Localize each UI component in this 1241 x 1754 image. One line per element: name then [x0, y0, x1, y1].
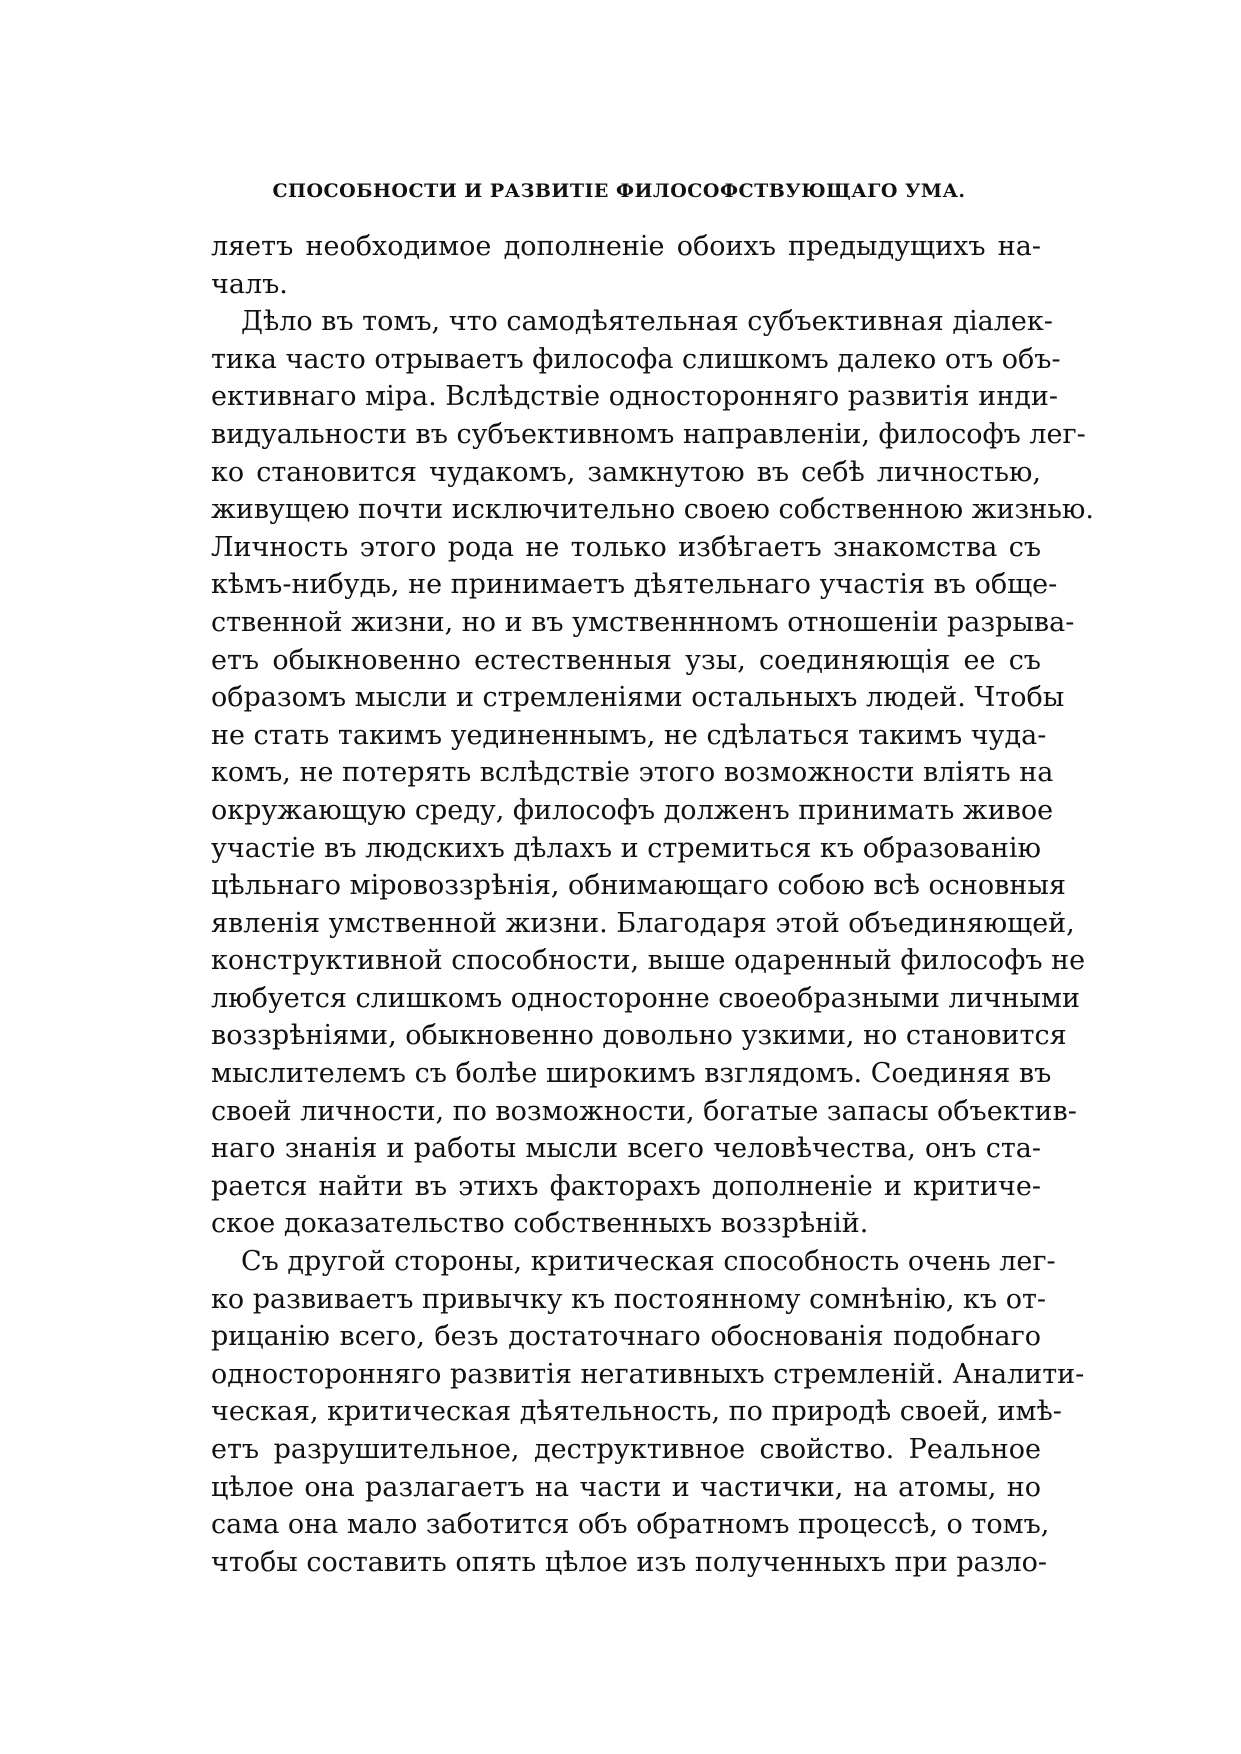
- text-line: ляетъ необходимое дополненіе обоихъ предыдущихъ на-: [211, 231, 1041, 262]
- text-line: своей личности, по возможности, богатые запасы объектив-: [211, 1095, 1077, 1127]
- text-line: сама она мало заботится объ обратномъ процессѣ, о томъ,: [211, 1509, 1050, 1541]
- text-line: рается найти въ этихъ факторахъ дополненіе и критиче-: [211, 1170, 1041, 1202]
- text-line: образомъ мысли и стремленіями остальныхъ людей. Чтобы: [211, 682, 1065, 714]
- text-line: Личность этого рода не только избѣгаетъ знакомства съ: [211, 531, 1041, 563]
- text-line: ческая, критическая дѣятельность, по природѣ своей, имѣ-: [211, 1396, 1062, 1428]
- text-line: ективнаго міра. Вслѣдствіе односторонняго развитія инди-: [211, 381, 1058, 413]
- text-line: етъ разрушительное, деструктивное свойство. Реальное: [211, 1434, 1041, 1465]
- text-line: односторонняго развитія негативныхъ стремленій. Аналити-: [211, 1358, 1085, 1390]
- text-line: чтобы составить опять цѣлое изъ полученныхъ при разло-: [211, 1546, 1047, 1578]
- text-line: живущею почти исключительно своею собственною жизнью.: [211, 494, 1094, 526]
- text-line: ственной жизни, но и въ умственнномъ отношеніи разрыва-: [211, 606, 1075, 638]
- text-line: явленія умственной жизни. Благодаря этой объединяющей,: [211, 907, 1075, 939]
- text-line: цѣлое она разлагаетъ на части и частички, на атомы, но: [211, 1471, 1041, 1503]
- text-line: ко развиваетъ привычку къ постоянному сомнѣнію, къ от-: [211, 1283, 1047, 1315]
- text-line: ко становится чудакомъ, замкнутою въ себѣ личностью,: [211, 456, 1041, 488]
- text-line: не стать такимъ уединеннымъ, не сдѣлаться такимъ чуда-: [211, 719, 1047, 751]
- text-line: окружающую среду, философъ долженъ принимать живое: [211, 794, 1054, 826]
- text-line: воззрѣніями, обыкновенно довольно узкими, но становится: [211, 1020, 1067, 1052]
- text-line: комъ, не потерять вслѣдствіе этого возможности вліять на: [211, 757, 1054, 789]
- text-line: Съ другой стороны, критическая способность очень лег-: [241, 1246, 1056, 1278]
- text-line: конструктивной способности, выше одаренный философъ не: [211, 945, 1086, 977]
- text-line: участіе въ людскихъ дѣлахъ и стремиться къ образованію: [211, 832, 1041, 864]
- text-line: ское доказательство собственныхъ воззрѣній.: [211, 1208, 869, 1240]
- text-line: рицанію всего, безъ достаточнаго обоснованія подобнаго: [211, 1321, 1041, 1353]
- text-line: етъ обыкновенно естественныя узы, соединяющія ее съ: [211, 644, 1041, 676]
- text-line: кѣмъ-нибудь, не принимаетъ дѣятельнаго участія въ обще-: [211, 569, 1058, 601]
- text-line: тика часто отрываетъ философа слишкомъ далеко отъ объ-: [211, 343, 1061, 375]
- body-text: [211, 228, 1094, 1581]
- text-line: Дѣло въ томъ, что самодѣятельная субъективная діалек-: [241, 306, 1053, 338]
- running-head: СПОСОБНОСТИ И РАЗВИТІЕ ФИЛОСОФСТВУЮЩАГО УМА.: [272, 180, 966, 202]
- text-line: цѣльнаго міровоззрѣнія, обнимающаго собою всѣ основныя: [211, 870, 1066, 902]
- text-line: видуальности въ субъективномъ направленіи, философъ лег-: [211, 418, 1086, 450]
- text-line: мыслителемъ съ болѣе широкимъ взглядомъ. Соединяя въ: [211, 1058, 1052, 1090]
- text-line: наго знанія и работы мысли всего человѣчества, онъ ста-: [211, 1133, 1041, 1165]
- text-line: чалъ.: [211, 268, 288, 300]
- text-line: любуется слишкомъ односторонне своеобразными личными: [211, 982, 1080, 1014]
